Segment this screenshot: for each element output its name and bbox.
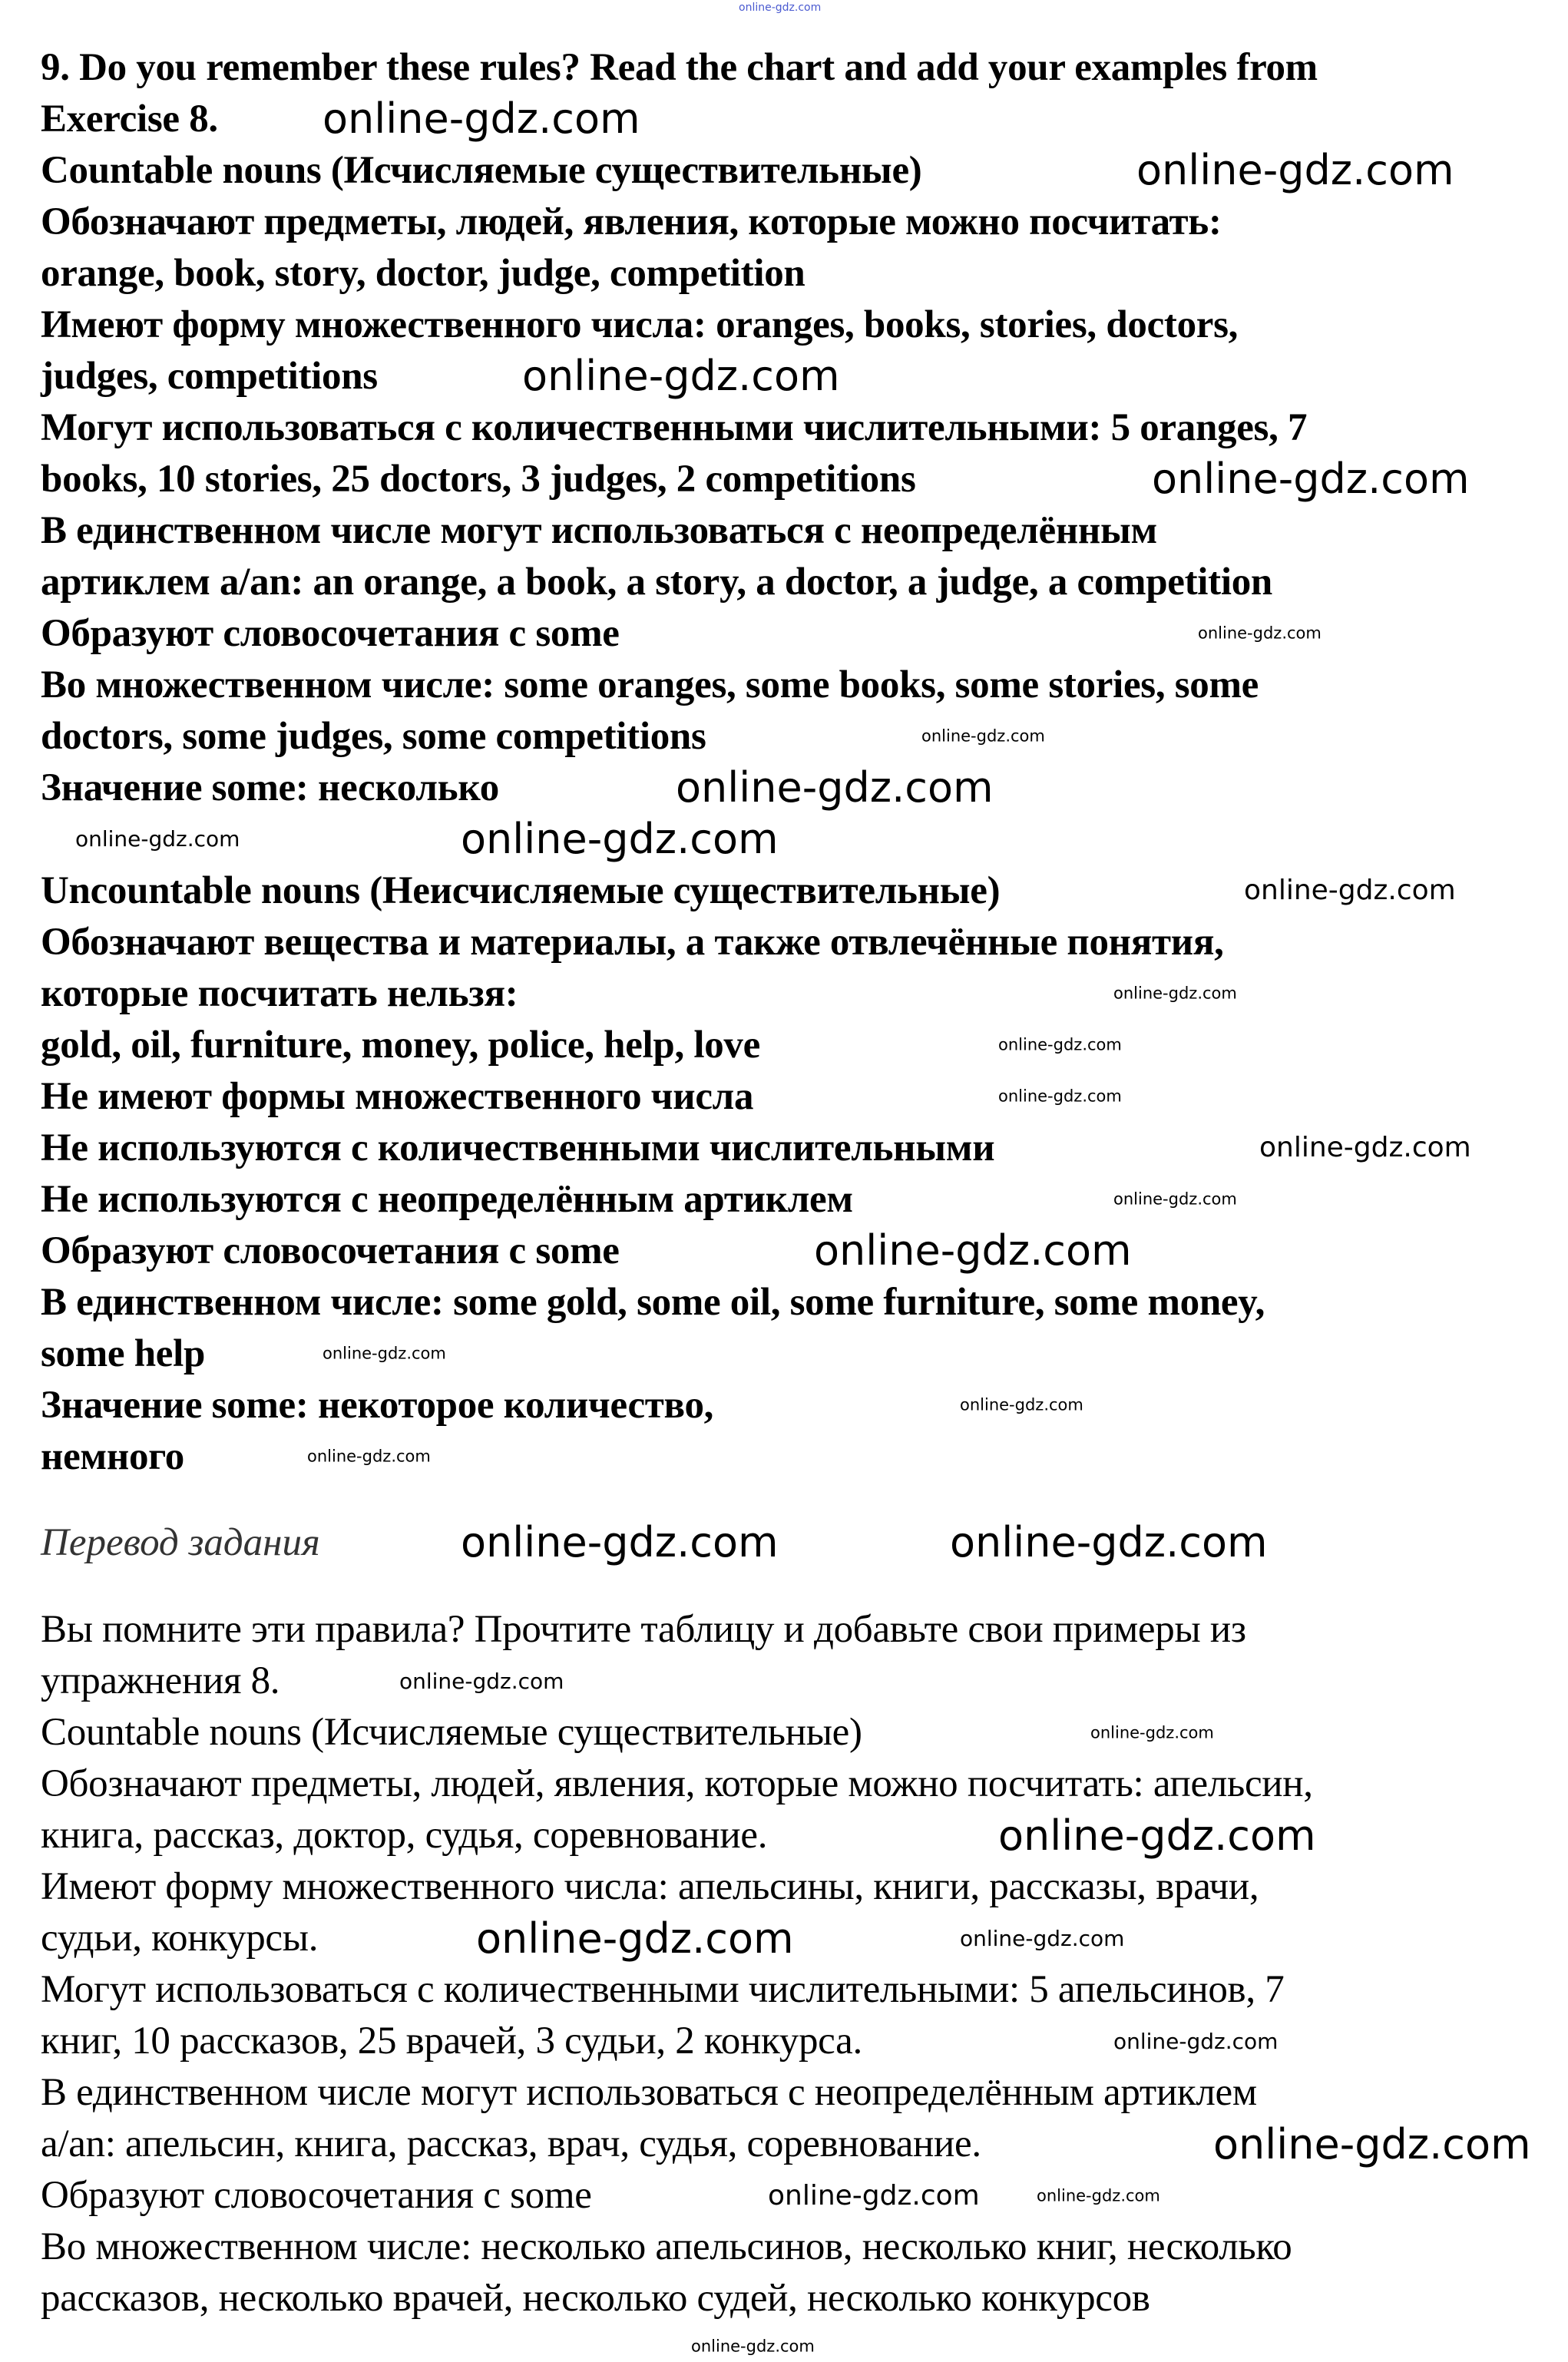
- translation-line: книг, 10 рассказов, 25 врачей, 3 судьи, 2 конкурса.: [41, 2020, 862, 2063]
- watermark: online-gdz.com: [461, 815, 779, 863]
- translation-heading: Перевод задания: [41, 1521, 320, 1564]
- watermark: online-gdz.com: [476, 1914, 794, 1963]
- watermark: online-gdz.com: [1037, 2186, 1160, 2205]
- uncountable-line: Не имеют формы множественного числа: [41, 1075, 754, 1118]
- translation-line: В единственном числе могут использоваться с неопределённым артиклем: [41, 2071, 1257, 2114]
- watermark: online-gdz.com: [998, 1087, 1122, 1106]
- uncountable-line: gold, oil, furniture, money, police, help, love: [41, 1024, 760, 1067]
- uncountable-line: Не используются с неопределённым артиклем: [41, 1178, 853, 1221]
- watermark: online-gdz.com: [1213, 2120, 1531, 2168]
- watermark: online-gdz.com: [676, 763, 994, 812]
- countable-line: books, 10 stories, 25 doctors, 3 judges, 2 competitions: [41, 458, 916, 501]
- watermark: online-gdz.com: [814, 1226, 1132, 1275]
- watermark: online-gdz.com: [691, 2337, 815, 2356]
- translation-line: Обозначают предметы, людей, явления, которые можно посчитать: апельсин,: [41, 1762, 1313, 1805]
- watermark: online-gdz.com: [461, 1518, 779, 1566]
- translation-line: книга, рассказ, доктор, судья, соревнование.: [41, 1814, 768, 1857]
- watermark: online-gdz.com: [307, 1447, 431, 1466]
- watermark: online-gdz.com: [998, 1035, 1122, 1054]
- countable-line: Во множественном числе: some oranges, some books, some stories, some: [41, 663, 1259, 706]
- translation-line: Могут использоваться с количественными числительными: 5 апельсинов, 7: [41, 1968, 1285, 2011]
- watermark: online-gdz.com: [522, 352, 840, 400]
- watermark: online-gdz.com: [1113, 2029, 1279, 2054]
- watermark: online-gdz.com: [399, 1669, 564, 1694]
- translation-line: Countable nouns (Исчисляемые существительные): [41, 1711, 862, 1754]
- watermark: online-gdz.com: [739, 2, 822, 14]
- uncountable-line: Не используются с количественными числительными: [41, 1126, 995, 1169]
- countable-heading: Countable nouns (Исчисляемые существительные): [41, 149, 922, 192]
- translation-line: судьи, конкурсы.: [41, 1917, 319, 1960]
- translation-line: Образуют словосочетания с some: [41, 2174, 592, 2217]
- countable-line: Обозначают предметы, людей, явления, которые можно посчитать:: [41, 200, 1222, 243]
- watermark: online-gdz.com: [75, 826, 240, 852]
- countable-line: Значение some: несколько: [41, 766, 499, 809]
- watermark: online-gdz.com: [1136, 146, 1454, 194]
- countable-line: orange, book, story, doctor, judge, competition: [41, 252, 806, 295]
- watermark: online-gdz.com: [1090, 1723, 1214, 1742]
- uncountable-line: немного: [41, 1435, 184, 1478]
- countable-line: В единственном числе могут использоваться с неопределённым: [41, 509, 1157, 552]
- countable-line: Образуют словосочетания с some: [41, 612, 620, 655]
- uncountable-line: Обозначают вещества и материалы, а также отвлечённые понятия,: [41, 921, 1224, 964]
- exercise-title-line-1: 9. Do you remember these rules? Read the chart and add your examples from: [41, 46, 1318, 89]
- watermark: online-gdz.com: [1152, 455, 1470, 503]
- watermark: online-gdz.com: [1198, 624, 1322, 643]
- watermark: online-gdz.com: [1113, 1189, 1237, 1209]
- uncountable-heading: Uncountable nouns (Неисчисляемые существительные): [41, 869, 1001, 912]
- translation-line: рассказов, несколько врачей, несколько судей, несколько конкурсов: [41, 2277, 1150, 2320]
- watermark: online-gdz.com: [960, 1395, 1083, 1414]
- translation-line: Во множественном числе: несколько апельсинов, несколько книг, несколько: [41, 2225, 1292, 2268]
- watermark: online-gdz.com: [1244, 875, 1456, 906]
- watermark: online-gdz.com: [323, 1344, 446, 1363]
- countable-line: judges, competitions: [41, 355, 378, 398]
- countable-line: Имеют форму множественного числа: oranges, books, stories, doctors,: [41, 303, 1239, 346]
- watermark: online-gdz.com: [950, 1518, 1268, 1566]
- translation-line: упражнения 8.: [41, 1659, 280, 1702]
- translation-line: Имеют форму множественного числа: апельсины, книги, рассказы, врачи,: [41, 1865, 1259, 1908]
- translation-line: Вы помните эти правила? Прочтите таблицу и добавьте свои примеры из: [41, 1608, 1246, 1651]
- countable-line: Могут использоваться с количественными числительными: 5 oranges, 7: [41, 406, 1308, 449]
- uncountable-line: some help: [41, 1332, 206, 1375]
- watermark: online-gdz.com: [323, 94, 640, 143]
- uncountable-line: Образуют словосочетания с some: [41, 1229, 620, 1272]
- watermark: online-gdz.com: [921, 726, 1045, 746]
- exercise-title-line-2: Exercise 8.: [41, 98, 218, 141]
- watermark: online-gdz.com: [1113, 984, 1237, 1003]
- uncountable-line: Значение some: некоторое количество,: [41, 1384, 714, 1427]
- watermark: online-gdz.com: [1259, 1132, 1471, 1163]
- watermark: online-gdz.com: [960, 1926, 1125, 1951]
- uncountable-line: которые посчитать нельзя:: [41, 972, 518, 1015]
- countable-line: артиклем a/an: an orange, a book, a story, a doctor, a judge, a competition: [41, 561, 1272, 604]
- countable-line: doctors, some judges, some competitions: [41, 715, 706, 758]
- translation-line: a/an: апельсин, книга, рассказ, врач, судья, соревнование.: [41, 2122, 981, 2165]
- spacer: [41, 814, 1568, 865]
- watermark: online-gdz.com: [768, 2180, 980, 2211]
- watermark: online-gdz.com: [998, 1811, 1316, 1860]
- uncountable-line: В единственном числе: some gold, some oil, some furniture, some money,: [41, 1281, 1265, 1324]
